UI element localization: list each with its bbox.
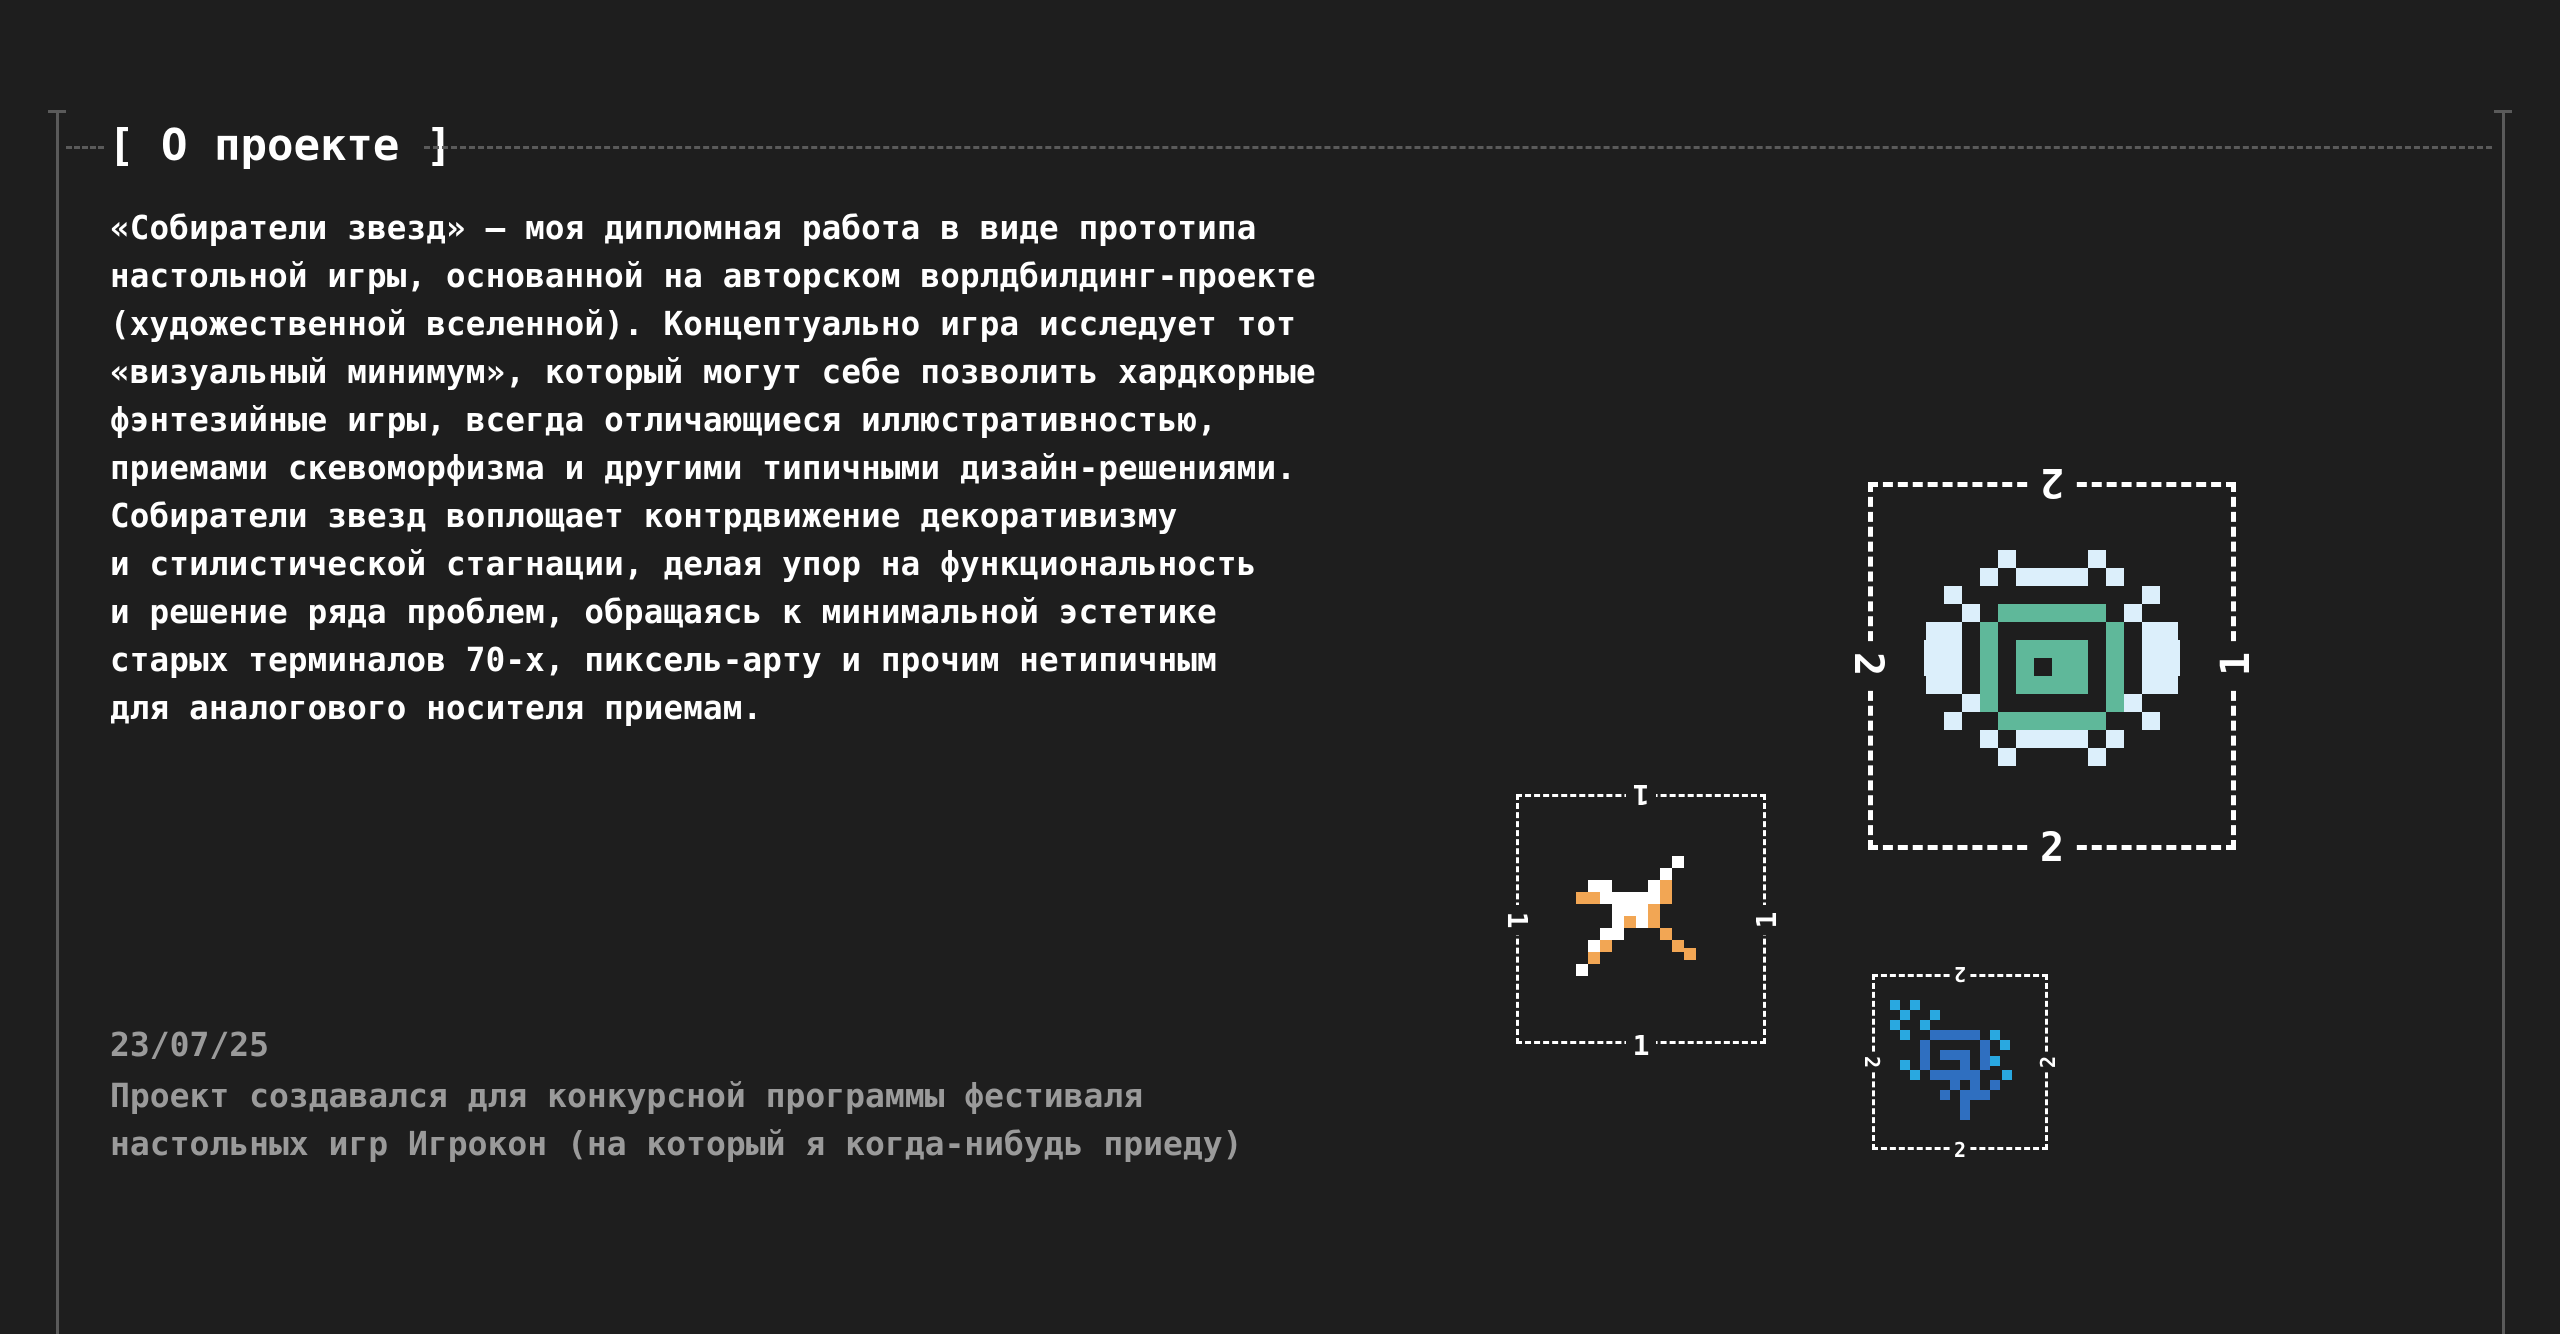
project-note bbox=[110, 1072, 1242, 1168]
description-line: Собиратели звезд воплощает контрдвижение декоративизму bbox=[110, 497, 1178, 535]
frame-right-line bbox=[2502, 112, 2505, 1334]
description-line: «Собиратели звезд» — моя дипломная работа в виде прототипа bbox=[110, 209, 1257, 247]
project-description bbox=[110, 204, 1410, 732]
card-medium-label-left: 1 bbox=[1503, 905, 1531, 935]
description-line: «визуальный минимум», который могут себе позволить хардкорные bbox=[110, 353, 1316, 391]
description-line: (художественной вселенной). Концептуально игра исследует тот bbox=[110, 305, 1296, 343]
description-line: для аналогового носителя приемам. bbox=[110, 689, 763, 727]
card-large-label-left: 2 bbox=[1848, 642, 1888, 686]
project-date: 23/07/25 bbox=[110, 1025, 269, 1064]
green-spiral-sun-icon bbox=[1924, 550, 2180, 780]
section-header bbox=[62, 116, 2492, 176]
card-medium-label-bottom: 1 bbox=[1626, 1032, 1656, 1060]
card-large-label-right: 1 bbox=[2216, 642, 2256, 686]
card-large-label-top: 2 bbox=[2030, 462, 2074, 502]
header-dash-right bbox=[424, 146, 2492, 149]
description-line: приемами скевоморфизма и другими типичными дизайн-решениями. bbox=[110, 449, 1296, 487]
card-small-label-bottom: 2 bbox=[1950, 1140, 1970, 1160]
section-title bbox=[108, 118, 452, 174]
header-dash-left bbox=[66, 146, 104, 149]
card-medium-label-top: 1 bbox=[1626, 780, 1656, 808]
card-small-label-right: 2 bbox=[2038, 1052, 2058, 1072]
note-line: настольных игр Игрокон (на который я когда-нибудь приеду) bbox=[110, 1124, 1243, 1163]
bracket-open: [ bbox=[108, 120, 135, 171]
note-line: Проект создавался для конкурсной программы фестиваля bbox=[110, 1076, 1144, 1115]
description-line: старых терминалов 70-х, пиксель-арту и прочим нетипичным bbox=[110, 641, 1217, 679]
card-medium-label-right: 1 bbox=[1753, 905, 1781, 935]
description-line: и стилистической стагнации, делая упор на функциональность bbox=[110, 545, 1257, 583]
frame-left-line bbox=[56, 112, 59, 1334]
blue-jellyfish-icon bbox=[1890, 996, 2022, 1124]
section-title-text: О проекте bbox=[161, 120, 400, 171]
description-line: фэнтезийные игры, всегда отличающиеся иллюстративностью, bbox=[110, 401, 1217, 439]
card-small-label-left: 2 bbox=[1862, 1052, 1882, 1072]
description-line: настольной игры, основанной на авторском ворлдбилдинг-проекте bbox=[110, 257, 1316, 295]
bracket-close: ] bbox=[425, 120, 453, 171]
description-line: и решение ряда проблем, обращаясь к минимальной эстетике bbox=[110, 593, 1217, 631]
frame-left-tick bbox=[48, 110, 66, 113]
card-large-label-bottom: 2 bbox=[2030, 828, 2074, 868]
orange-star-shuriken-icon bbox=[1576, 854, 1706, 984]
card-small-label-top: 2 bbox=[1950, 964, 1970, 984]
frame-right-tick bbox=[2494, 110, 2512, 113]
